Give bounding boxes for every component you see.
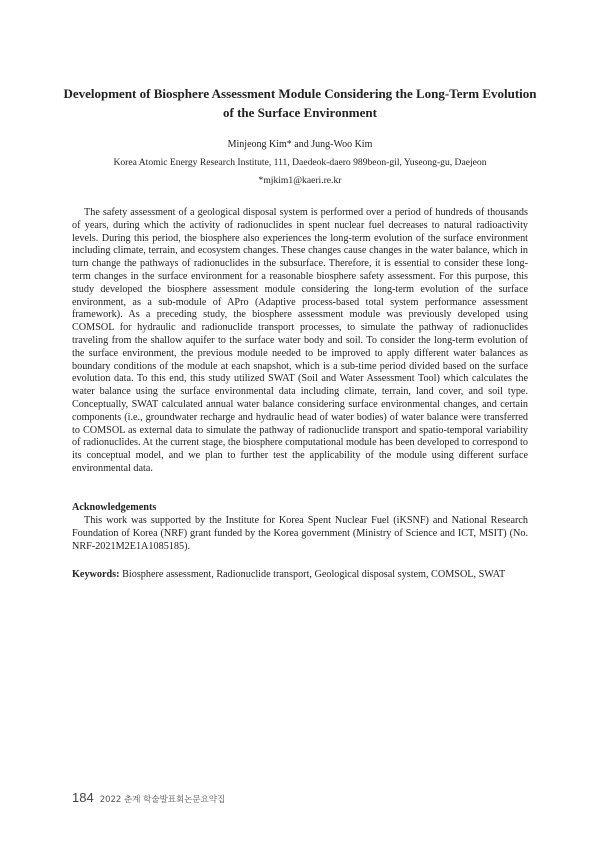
acknowledgements-body: This work was supported by the Institute for Korea Spent Nuclear Fuel (iKSNF) and National Research Foundation of Korea (NRF) grant funded by the Korea government (Ministry of Science and ICT, MSIT) (No. NRF-2021M2E1A1085185).: [72, 515, 528, 552]
paper-title: Development of Biosphere Assessment Module Considering the Long-Term Evolution of the Surface Environment: [63, 86, 537, 120]
page-number: 184: [72, 790, 94, 805]
affiliation: Korea Atomic Energy Research Institute, 111, Daedeok-daero 989beon-gil, Yuseong-gu, Daejeon: [113, 157, 487, 168]
page-footer: [72, 790, 225, 806]
keywords-list: Biosphere assessment, Radionuclide transport, Geological disposal system, COMSOL, SWAT: [122, 569, 506, 580]
acknowledgements-heading: Acknowledgements: [72, 502, 157, 513]
abstract-body: The safety assessment of a geological disposal system is performed over a period of hundreds of thousands of years, during which the activity of radionuclides in spent nuclear fuel decreases to natural radioactivity levels. During this period, the biosphere also experiences the long-term evolution of the surface environment including climate, terrain, and ecosystem changes. These changes cause changes in the water balance, which in turn change the pathways of radionuclides in the subsurface. Therefore, it is essential to consider these long-term changes in the surface environment for a reasonable biosphere safety assessment. For this purpose, this study developed the biosphere assessment module considering the long-term evolution of the surface environment, as a sub-module of APro (Adaptive process-based total system performance assessment framework). As a preceding study, the biosphere assessment module was previously developed using COMSOL for hydraulic and radionuclide transport processes, to simulate the pathway of radionuclides traveling from the shallow aquifer to the surface water body and soil. To consider the long-term evolution of the surface environment, the previous module needed to be improved to apply different water balances as boundary conditions of the module at each snapshot, which is a sub-time period divided based on the surface evolution data. To this end, this study utilized SWAT (Soil and Water Assessment Tool) which calculates the water balance using the surface environmental data including climate, terrain, land cover, and soil type. Conceptually, SWAT calculated annual water balance considering surface environmental changes, and certain components (i.e., groundwater recharge and hydraulic head of water bodies) of water balance were transferred to COMSOL as external data to simulate the pathway of radionuclide transport and spatio-temporal variability of radionuclides. At the current stage, the biosphere computational module has been developed to correspond to its conceptual model, and we plan to further test the applicability of the module using different surface environmental data.: [72, 207, 528, 474]
proceedings-title: 2022 춘계 학술발표회논문요약집: [99, 795, 226, 805]
contact-email: *mjkim1@kaeri.re.kr: [258, 175, 342, 186]
keywords-label: Keywords:: [72, 569, 120, 580]
author-list: Minjeong Kim* and Jung-Woo Kim: [227, 139, 373, 150]
keywords-line: [72, 569, 528, 582]
